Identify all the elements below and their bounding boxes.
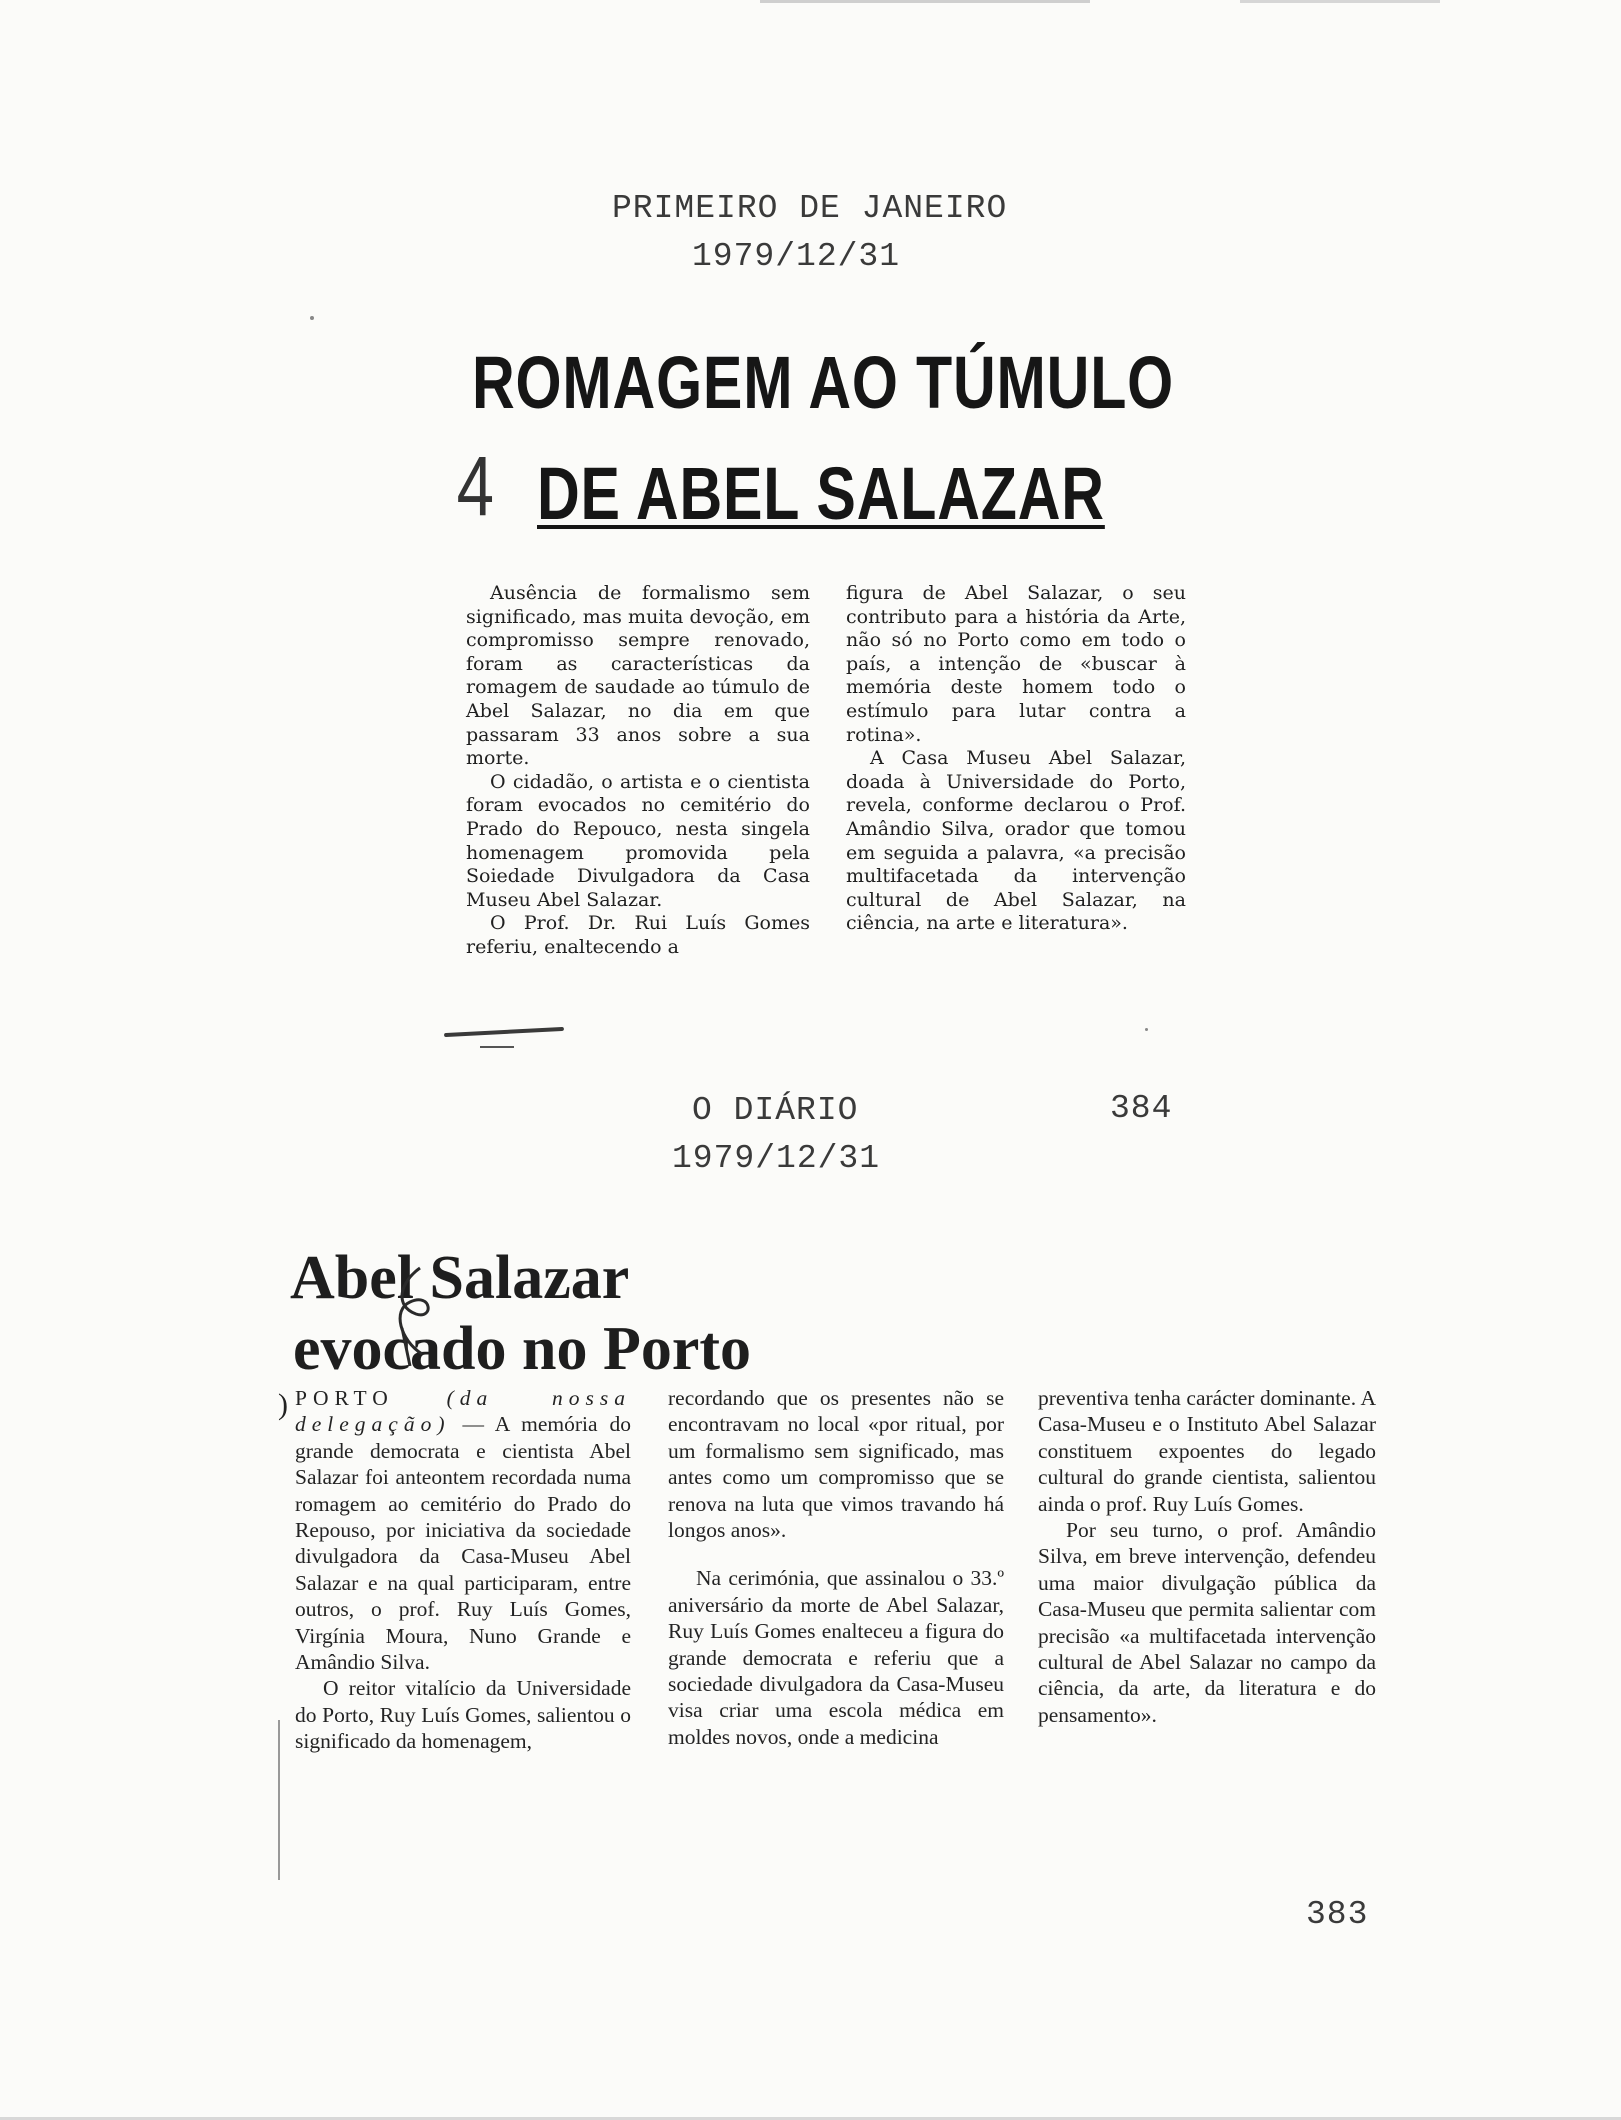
clipping2-headline-line1: Abel Salazar bbox=[290, 1244, 630, 1312]
scan-speck bbox=[1145, 1028, 1148, 1031]
paragraph: recordando que os presentes não se encontravam no local «por ritual, por um formalismo sem significado, mas antes como um compromisso que se renova na luta que vimos travando há longos anos». bbox=[668, 1386, 1004, 1543]
clipping1-source-stamp: PRIMEIRO DE JANEIRO bbox=[612, 190, 1008, 227]
clipping2-source-stamp: O DIÁRIO bbox=[692, 1092, 859, 1129]
clipping2-column-2 bbox=[668, 1385, 1004, 1750]
paragraph bbox=[295, 1385, 631, 1675]
dateline: PORTO bbox=[295, 1386, 394, 1410]
paragraph: O reitor vitalício da Universidade do Porto, Ruy Luís Gomes, salientou o significado da homenagem, bbox=[295, 1676, 631, 1754]
pen-dash bbox=[480, 1046, 514, 1048]
paragraph: figura de Abel Salazar, o seu contributo para a história da Arte, não só no Porto como em todo o país, a intenção de «buscar à memória deste homem todo o estímulo para lutar contra a rotina». bbox=[846, 582, 1186, 746]
paragraph: O cidadão, o artista e o cientista foram evocados no cemitério do Prado do Repouco, nesta singela homenagem promovida pela Soiedade Divulgadora da Casa Museu Abel Salazar. bbox=[466, 770, 810, 911]
clipping2-headline-line2: evocado no Porto bbox=[293, 1315, 752, 1383]
scan-speck bbox=[310, 316, 314, 320]
clipping2-column-3 bbox=[1038, 1385, 1376, 1728]
paragraph: Ausência de formalismo sem significado, mas muita devoção, em compromisso sempre renovado, foram as características da romagem de saudade ao túmulo de Abel Salazar, no dia em que passaram 33 anos sobre a sua morte. bbox=[466, 582, 810, 770]
margin-line bbox=[278, 1720, 280, 1880]
clipping1-date-stamp: 1979/12/31 bbox=[692, 238, 901, 275]
clipping1-headline-line2: DE ABEL SALAZAR bbox=[537, 452, 1105, 535]
scan-edge-top bbox=[760, 0, 1090, 3]
page-number: 383 bbox=[1306, 1896, 1369, 1933]
margin-mark: ) bbox=[278, 1388, 288, 1421]
paragraph: Na cerimónia, que assinalou o 33.º aniversário da morte de Abel Salazar, Ruy Luís Gomes enalteceu a figura do grande democrata e referiu que a sociedade divulgadora da Casa-Museu visa criar uma escola médica em moldes novos, onde a medicina bbox=[668, 1566, 1004, 1749]
clipping2-page-number: 384 bbox=[1110, 1090, 1173, 1127]
paragraph: Por seu turno, o prof. Amândio Silva, em breve intervenção, defendeu uma maior divulgação pública da Casa-Museu que permita salientar com precisão «a multifacetada intervenção cultural de Abel Salazar no campo da ciência, da arte, da literatura e do pensamento». bbox=[1038, 1518, 1376, 1727]
clipping1-column-2 bbox=[846, 582, 1186, 936]
clipping1-headline-line1: ROMAGEM AO TÚMULO bbox=[472, 341, 1175, 424]
paragraph: O Prof. Dr. Rui Luís Gomes referiu, enaltecendo a bbox=[466, 912, 810, 958]
paragraph-text: — A memória do grande democrata e cientista Abel Salazar foi anteontem recordada numa romagem ao cemitério do Prado do Repouso, por iniciativa da sociedade divulgadora da Casa-Museu Abel Salazar e na qual participaram, entre outros, o prof. Ruy Luís Gomes, Virgínia Moura, Nuno Grande e Amândio Silva. bbox=[295, 1412, 631, 1675]
paragraph: preventiva tenha carácter dominante. A Casa-Museu e o Instituto Abel Salazar constituem expoentes do legado cultural do grande cientista, salientou ainda o prof. Ruy Luís Gomes. bbox=[1038, 1386, 1376, 1516]
scan-edge-top-right bbox=[1240, 0, 1440, 3]
clipping1-column-1 bbox=[466, 582, 810, 960]
clipping2-date-stamp: 1979/12/31 bbox=[672, 1140, 881, 1177]
pen-stroke bbox=[444, 1027, 564, 1037]
dateline-note: (da nossa delegação) bbox=[295, 1386, 631, 1437]
paragraph: A Casa Museu Abel Salazar, doada à Universidade do Porto, revela, conforme declarou o Prof. Amândio Silva, orador que tomou em seguida a palavra, «a precisão multifacetada da intervenção cultural de Abel Salazar, na ciência, na arte e literatura». bbox=[846, 747, 1186, 935]
clipping1-handwritten-mark: 4 bbox=[456, 439, 495, 533]
handwritten-scribble-icon bbox=[380, 1262, 450, 1372]
clipping2-column-1 bbox=[295, 1385, 631, 1755]
